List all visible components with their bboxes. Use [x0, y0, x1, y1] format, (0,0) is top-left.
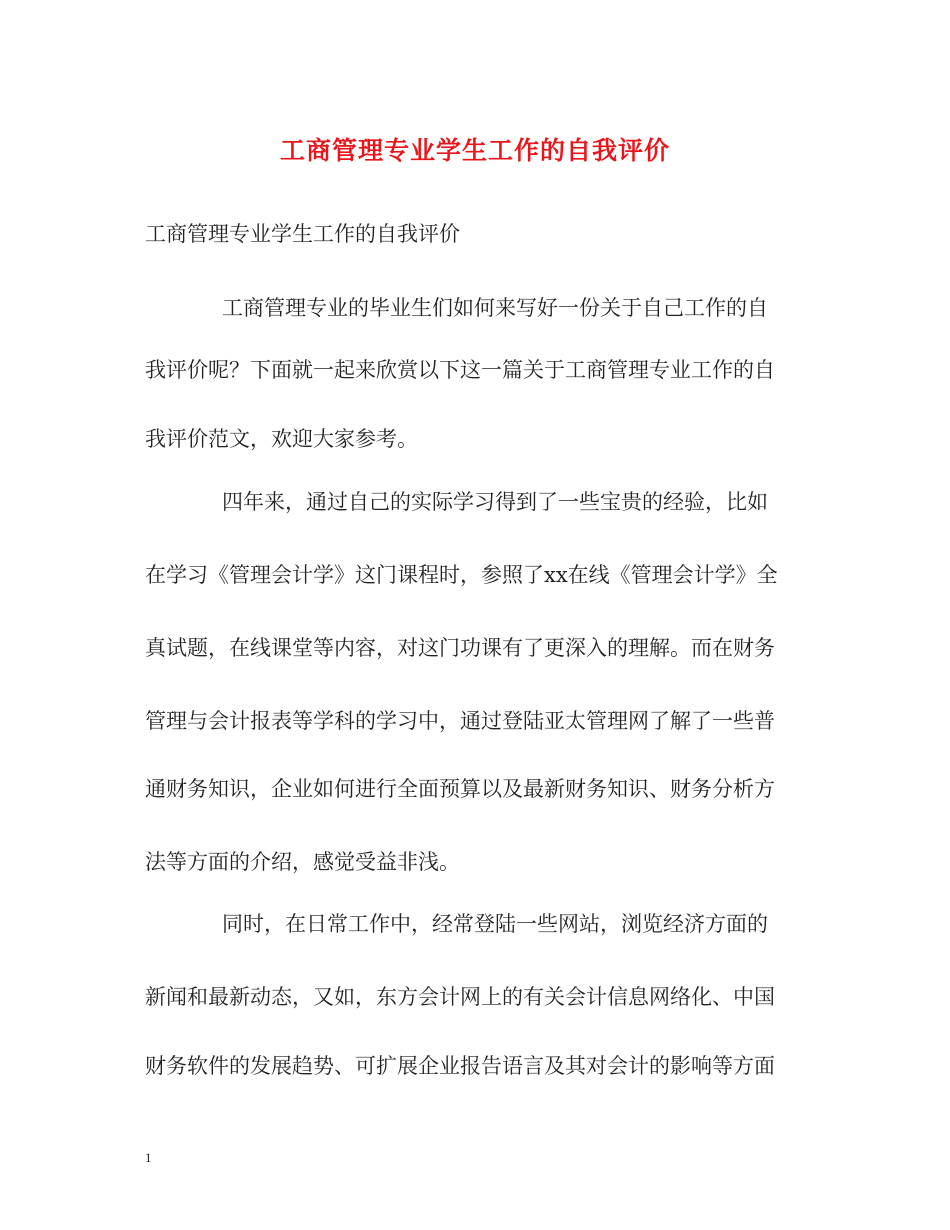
paragraph-line: 通财务知识，企业如何进行全面预算以及最新财务知识、财务分析方 [145, 777, 775, 801]
paragraph-line: 四年来，通过自己的实际学习得到了一些宝贵的经验，比如 [222, 490, 768, 514]
paragraph-line: 新闻和最新动态，又如，东方会计网上的有关会计信息网络化、中国 [145, 985, 775, 1009]
paragraph-line: 同时，在日常工作中，经常登陆一些网站，浏览经济方面的 [222, 912, 768, 936]
paragraph-line: 财务软件的发展趋势、可扩展企业报告语言及其对会计的影响等方面 [145, 1054, 775, 1078]
document-subtitle: 工商管理专业学生工作的自我评价 [145, 222, 460, 246]
page-number: 1 [145, 1150, 152, 1165]
paragraph-line: 工商管理专业的毕业生们如何来写好一份关于自己工作的自 [222, 296, 768, 320]
paragraph-line: 我评价呢？下面就一起来欣赏以下这一篇关于工商管理专业工作的自 [145, 358, 775, 382]
paragraph-line: 真试题，在线课堂等内容，对这门功课有了更深入的理解。而在财务 [145, 636, 775, 660]
paragraph-line: 在学习《管理会计学》这门课程时，参照了xx在线《管理会计学》全 [145, 563, 778, 587]
paragraph-line: 法等方面的介绍，感觉受益非浅。 [145, 850, 460, 874]
paragraph-line: 我评价范文，欢迎大家参考。 [145, 427, 418, 451]
paragraph-line: 管理与会计报表等学科的学习中，通过登陆亚太管理网了解了一些普 [145, 709, 775, 733]
document-title: 工商管理专业学生工作的自我评价 [279, 136, 670, 165]
